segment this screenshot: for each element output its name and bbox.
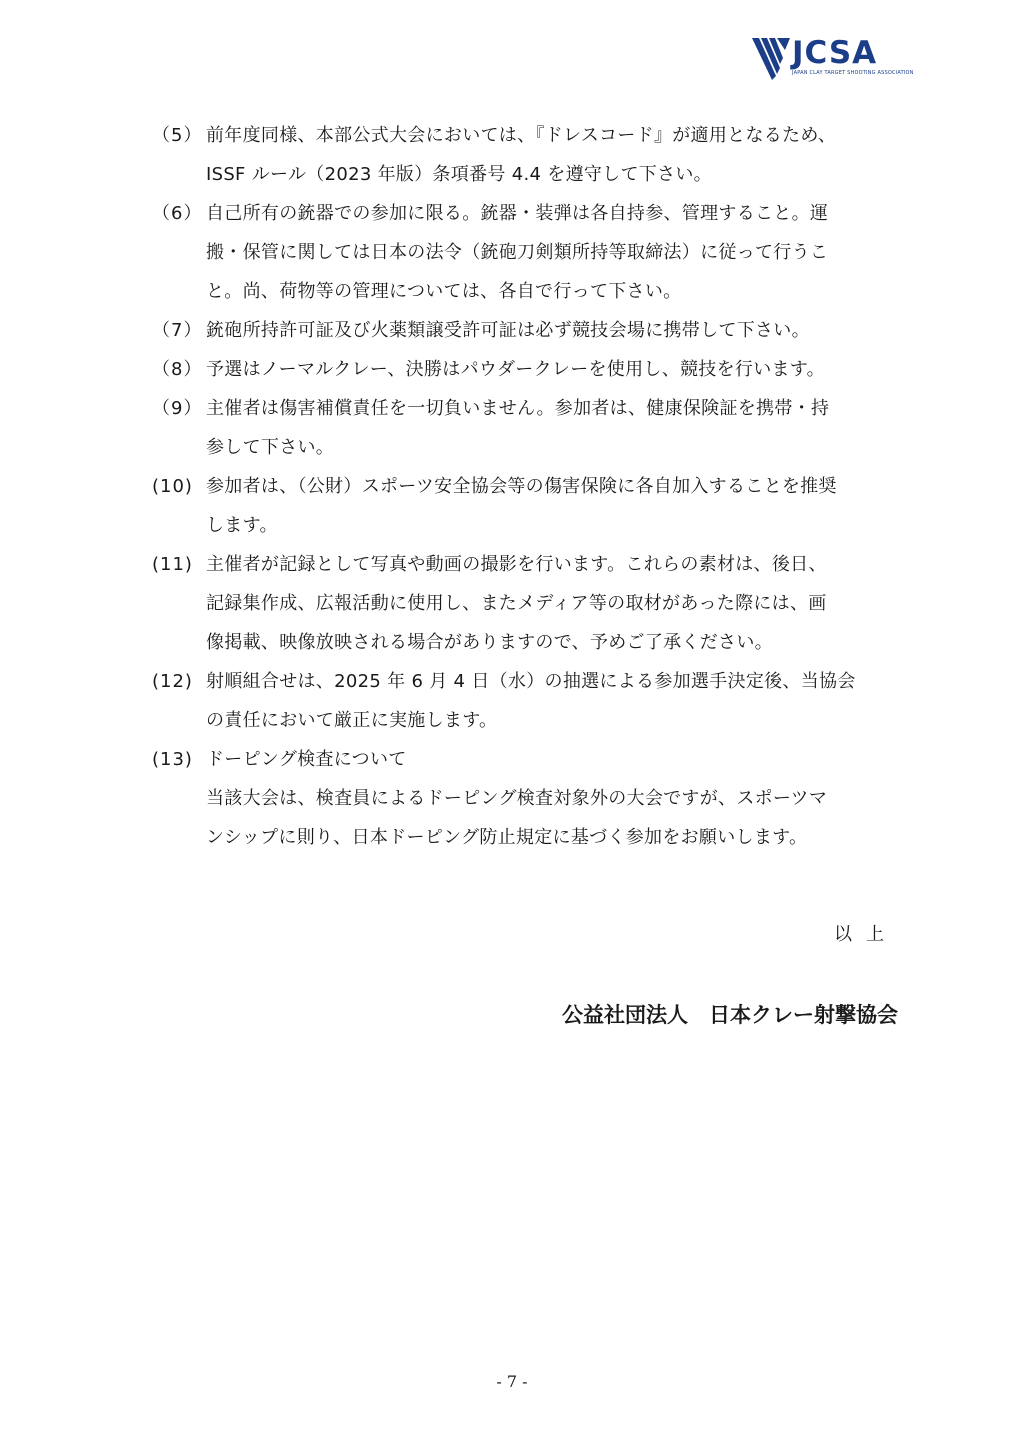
closing-remark: 以上 bbox=[834, 924, 898, 945]
document-body bbox=[152, 116, 904, 857]
item-number: （9） bbox=[152, 398, 203, 419]
list-item bbox=[152, 545, 904, 662]
logo-stripes-icon bbox=[752, 34, 792, 82]
item-text: ISSF ルール（2023 年版）条項番号 4.4 を遵守して下さい。 bbox=[206, 164, 712, 185]
item-number: （7） bbox=[152, 320, 203, 341]
item-text: 参加者は、（公財）スポーツ安全協会等の傷害保険に各自加入することを推奨 bbox=[206, 476, 837, 497]
item-text: 前年度同様、本部公式大会においては、『ドレスコード』が適用となるため、 bbox=[206, 125, 837, 146]
item-number: （5） bbox=[152, 125, 203, 146]
item-text: 参して下さい。 bbox=[206, 437, 335, 458]
organization-signature: 公益社団法人 日本クレー射撃協会 bbox=[562, 1003, 898, 1027]
list-item bbox=[152, 350, 904, 389]
list-item bbox=[152, 194, 904, 311]
item-text: の責任において厳正に実施します。 bbox=[206, 710, 498, 731]
item-number: （6） bbox=[152, 203, 203, 224]
item-number: (12) bbox=[152, 671, 193, 692]
item-text: 搬・保管に関しては日本の法令（銃砲刀剣類所持等取締法）に従って行うこ bbox=[206, 242, 829, 263]
list-item bbox=[152, 389, 904, 467]
item-text: 主催者が記録として写真や動画の撮影を行います。これらの素材は、後日、 bbox=[206, 554, 827, 575]
item-text: 自己所有の銃器での参加に限る。銃器・装弾は各自持参、管理すること。運 bbox=[206, 203, 829, 224]
list-item bbox=[152, 740, 904, 857]
item-text: 当該大会は、検査員によるドーピング検査対象外の大会ですが、スポーツマ bbox=[206, 788, 828, 809]
list-item bbox=[152, 116, 904, 194]
item-text: ンシップに則り、日本ドーピング防止規定に基づく参加をお願いします。 bbox=[206, 827, 808, 848]
item-number: (10) bbox=[152, 476, 193, 497]
logo-subtitle: JAPAN CLAY TARGET SHOOTING ASSOCIATION bbox=[792, 70, 914, 76]
item-text: 記録集作成、広報活動に使用し、またメディア等の取材があった際には、画 bbox=[206, 593, 827, 614]
list-item bbox=[152, 662, 904, 740]
list-item bbox=[152, 467, 904, 545]
item-text: 射順組合せは、2025 年 6 月 4 日（水）の抽選による参加選手決定後、当協会 bbox=[206, 671, 856, 692]
item-text: と。尚、荷物等の管理については、各自で行って下さい。 bbox=[206, 281, 682, 302]
item-text: 銃砲所持許可証及び火薬類譲受許可証は必ず競技会場に携帯して下さい。 bbox=[206, 320, 810, 341]
jcsa-logo bbox=[752, 34, 914, 82]
item-text: します。 bbox=[206, 515, 278, 536]
list-item bbox=[152, 311, 904, 350]
item-number: （8） bbox=[152, 359, 203, 380]
logo-wordmark: JCSA bbox=[792, 35, 878, 71]
item-number: (13) bbox=[152, 749, 193, 770]
item-text: 主催者は傷害補償責任を一切負いません。参加者は、健康保険証を携帯・持 bbox=[206, 398, 830, 419]
item-number: (11) bbox=[152, 554, 193, 575]
item-text: 像掲載、映像放映される場合がありますので、予めご了承ください。 bbox=[206, 632, 773, 653]
page-number: - 7 - bbox=[496, 1372, 528, 1391]
item-text: ドーピング検査について bbox=[206, 749, 407, 770]
item-text: 予選はノーマルクレー、決勝はパウダークレーを使用し、競技を行います。 bbox=[206, 359, 825, 380]
